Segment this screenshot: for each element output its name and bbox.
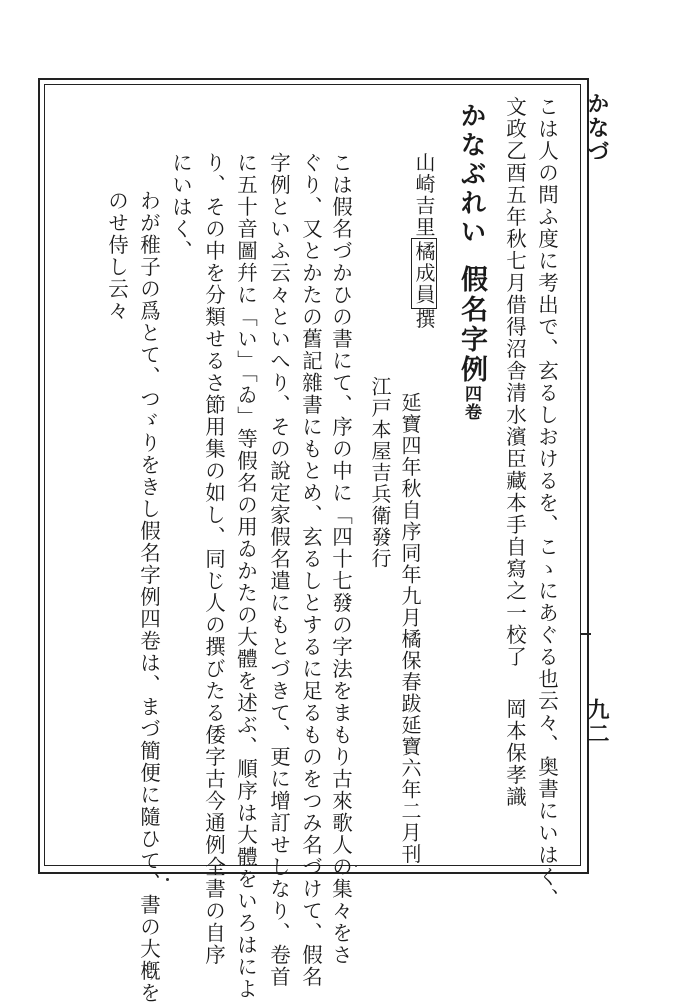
- title-kanji: 假名字例: [456, 265, 487, 385]
- print-speck: [355, 865, 357, 867]
- print-speck: [166, 878, 169, 881]
- body-line-4: に五十音圖幷に「い」「ゐ」等假名の用ゐかたの大體を述ぶ、順序は大體をいろはによ: [233, 152, 258, 1000]
- author-alias: 橘成員: [411, 238, 437, 309]
- colophon-text: 文政乙酉五年秋七月借得沼舎清水濱臣藏本手自寫之一校了: [502, 96, 527, 668]
- publication-line-1: 延寶四年秋自序同年九月橘保春跋延寶六年二月刊: [398, 392, 422, 865]
- text-column-1: こは人の問ふ度に考出で、玄るしおけるを、こゝにあぐる也云々、奥書にいはく、: [534, 96, 559, 910]
- author-role: 撰: [412, 308, 436, 330]
- running-head: かなづ: [584, 92, 610, 164]
- author-name: 山崎吉里: [412, 152, 436, 238]
- entry-title: [458, 102, 485, 421]
- body-line-2: ぐり、又とかたの舊記雜書にもとめ、玄るしとするに足るものをつみ名づけて、假名: [298, 152, 323, 988]
- quote-line-1: わが稚子の爲とて、つゞりをきし假名字例四卷は、まづ簡便に隨ひて、書の大槪を: [136, 190, 161, 1004]
- frame-tick-mark: [581, 633, 591, 635]
- publication-line-2: 江戸本屋吉兵衛發行: [368, 376, 392, 570]
- body-line-1: こは假名づかひの書にて、序の中に「四十七發の字法をまもり古來歌人の集々をさ: [328, 152, 353, 966]
- text-column-2: [504, 96, 525, 808]
- page-number: 九二: [584, 698, 610, 746]
- author-line: [414, 152, 434, 330]
- colophon-signature: 岡本保孝識: [502, 698, 527, 808]
- title-kana: かなぶれい: [456, 102, 486, 247]
- title-volumes: 四卷: [461, 385, 481, 421]
- body-line-6: にいはく、: [168, 152, 193, 262]
- body-line-3: 字例といふ云々といへり、その說定家假名遣にもとづきて、更に增訂せしなり、卷首: [266, 152, 291, 988]
- quote-line-2: のせ侍し云々: [104, 190, 129, 322]
- body-line-5: り、その中を分類せるさ節用集の如し、同じ人の撰びたる倭字古今通例全書の自序: [201, 152, 226, 966]
